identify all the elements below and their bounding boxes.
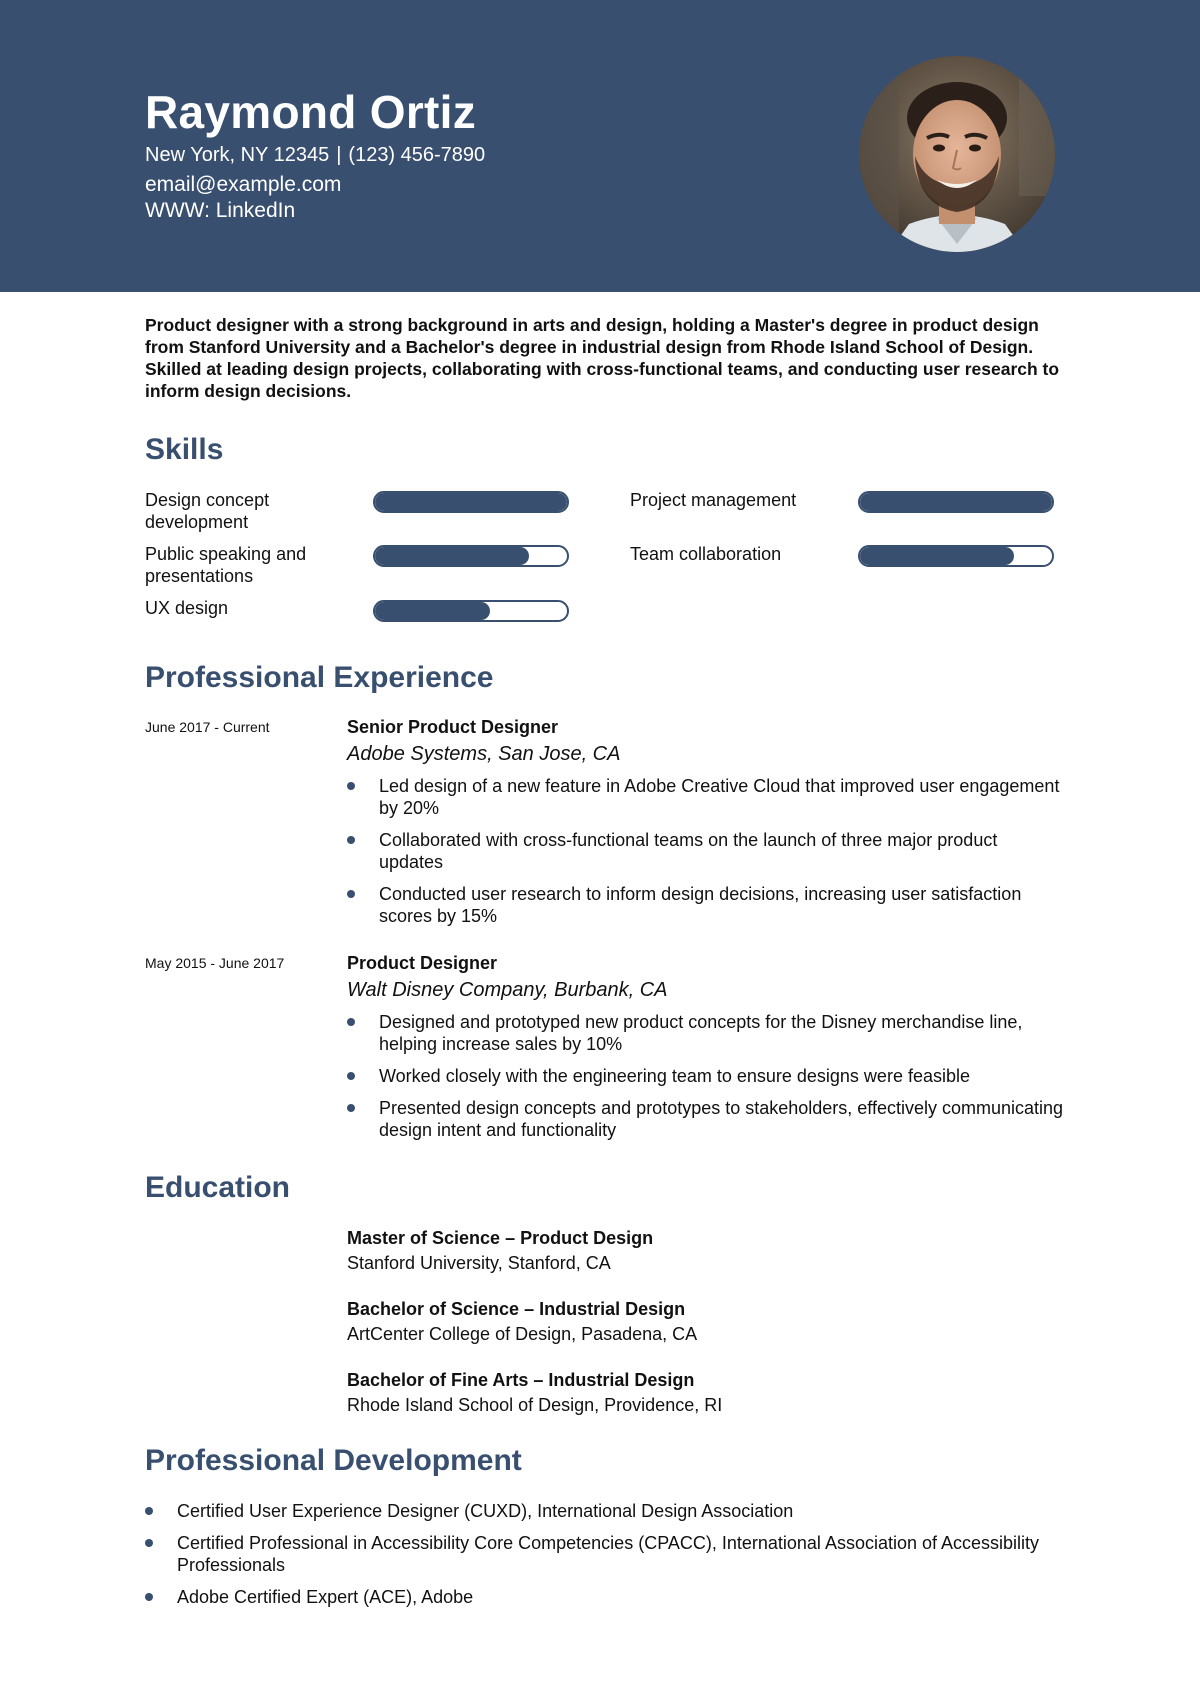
skill-label: Project management xyxy=(630,490,797,510)
bullet-dot-icon xyxy=(347,1018,355,1026)
job-title: Senior Product Designer xyxy=(347,717,559,737)
bullet-dot-icon xyxy=(145,1539,153,1547)
avatar xyxy=(859,56,1055,252)
job-dates: June 2017 - Current xyxy=(145,719,270,735)
edu-degree: Master of Science – Product Design xyxy=(347,1228,654,1248)
bullet-dot-icon xyxy=(347,782,355,790)
list-item: Adobe Certified Expert (ACE), Adobe xyxy=(145,1586,1065,1608)
section-title-skills: Skills xyxy=(145,433,224,466)
bullet-dot-icon xyxy=(145,1507,153,1515)
email[interactable]: email@example.com xyxy=(145,173,342,196)
skill-label: Design concept development xyxy=(145,490,270,532)
edu-degree: Bachelor of Fine Arts – Industrial Design xyxy=(347,1370,695,1390)
skill-label: Team collaboration xyxy=(630,544,782,564)
location: New York, NY 12345 xyxy=(145,144,330,166)
candidate-name: Raymond Ortiz xyxy=(145,86,477,138)
bullet-dot-icon xyxy=(347,890,355,898)
skill-label: UX design xyxy=(145,598,229,618)
edu-degree: Bachelor of Science – Industrial Design xyxy=(347,1299,686,1319)
list-item: Conducted user research to inform design decisions, increasing user satisfaction scores by 15% xyxy=(347,883,1065,927)
job-company: Walt Disney Company, Burbank, CA xyxy=(347,979,668,1001)
edu-school: Rhode Island School of Design, Providence, RI xyxy=(347,1395,723,1415)
section-title-experience: Professional Experience xyxy=(145,661,494,694)
bullet-dot-icon xyxy=(347,1104,355,1112)
job-bullets xyxy=(347,775,1065,937)
list-item: Collaborated with cross-functional teams on the launch of three major product updates xyxy=(347,829,1065,873)
bullet-dot-icon xyxy=(347,836,355,844)
skill-fill xyxy=(860,493,1052,511)
job-title: Product Designer xyxy=(347,953,498,973)
bullet-dot-icon xyxy=(145,1593,153,1601)
list-item: Presented design concepts and prototypes to stakeholders, effectively communicating design intent and functionality xyxy=(347,1097,1065,1141)
contact-separator: | xyxy=(336,144,342,166)
summary: Product designer with a strong background in arts and design, holding a Master's degree in product design from Stanford University and a Bachelor's degree in industrial design from Rhode Island School of Design. Skilled at leading design projects, collaborating with cross-functional teams, and conducting user research to inform design decisions. xyxy=(145,315,1060,401)
phone: (123) 456-7890 xyxy=(348,144,486,166)
skill-label: Public speaking and presentations xyxy=(145,544,307,586)
list-item: Worked closely with the engineering team to ensure designs were feasible xyxy=(347,1065,1065,1087)
edu-school: ArtCenter College of Design, Pasadena, CA xyxy=(347,1324,698,1344)
contact-line xyxy=(145,142,485,168)
website-link[interactable]: WWW: LinkedIn xyxy=(145,199,296,222)
list-item: Certified Professional in Accessibility Core Competencies (CPACC), International Association of Accessibility Professionals xyxy=(145,1532,1065,1576)
job-bullets xyxy=(347,1011,1065,1151)
section-title-education: Education xyxy=(145,1171,291,1204)
profile-photo xyxy=(859,56,1055,252)
job-company: Adobe Systems, San Jose, CA xyxy=(347,743,621,765)
skill-bar xyxy=(858,545,1054,567)
list-item: Designed and prototyped new product concepts for the Disney merchandise line, helping increase sales by 10% xyxy=(347,1011,1065,1055)
skill-bar xyxy=(373,545,569,567)
skill-bar xyxy=(858,491,1054,513)
skill-bar xyxy=(373,600,569,622)
skill-fill xyxy=(375,547,529,565)
job-dates: May 2015 - June 2017 xyxy=(145,955,285,971)
edu-school: Stanford University, Stanford, CA xyxy=(347,1253,611,1273)
skill-fill xyxy=(375,493,567,511)
skill-bar xyxy=(373,491,569,513)
section-title-development: Professional Development xyxy=(145,1444,522,1477)
list-item: Certified User Experience Designer (CUXD), International Design Association xyxy=(145,1500,1065,1522)
skill-fill xyxy=(375,602,490,620)
resume-header xyxy=(0,0,1200,292)
list-item: Led design of a new feature in Adobe Creative Cloud that improved user engagement by 20% xyxy=(347,775,1065,819)
skill-fill xyxy=(860,547,1014,565)
bullet-dot-icon xyxy=(347,1072,355,1080)
development-bullets xyxy=(145,1500,1065,1618)
